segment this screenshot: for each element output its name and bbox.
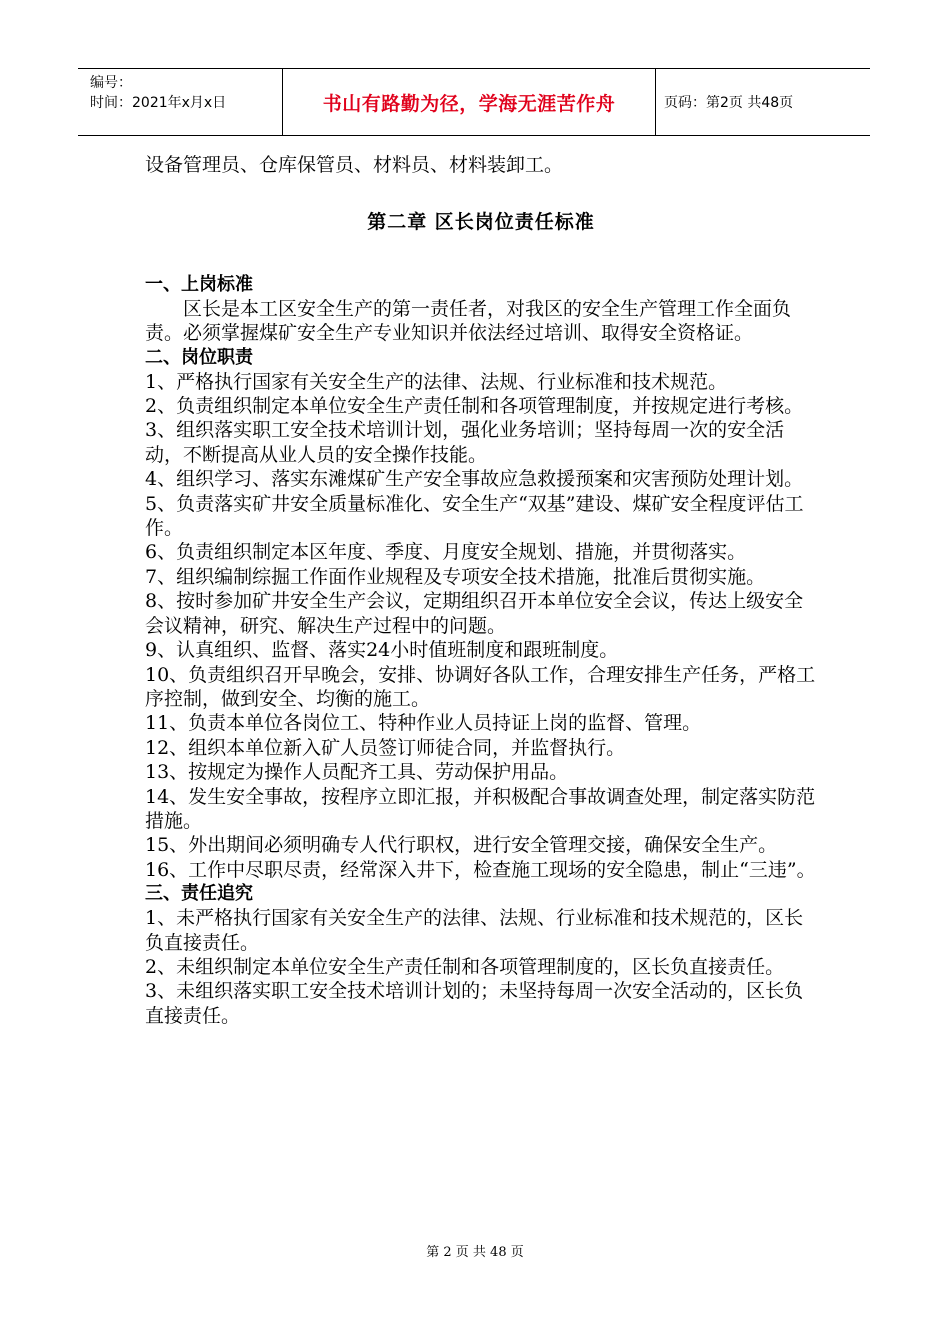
list-item: 16、工作中尽职尽责，经常深入井下，检查施工现场的安全隐患，制止“三违”。 [145, 858, 816, 881]
section-duties [145, 346, 817, 883]
header-motto: 书山有路勤为径，学海无涯苦作舟 [282, 69, 656, 135]
list-item: 10、负责组织召开早晚会，安排、协调好各队工作，合理安排生产任务，严格工序控制，做到安全、均衡的施工。 [145, 663, 816, 710]
list-item: 9、认真组织、监督、落实24小时值班制度和跟班制度。 [145, 639, 619, 662]
list-item: 3、组织落实职工安全技术培训计划，强化业务培训；坚持每周一次的安全活动，不断提高从业人员的安全操作技能。 [145, 419, 785, 466]
list-item: 15、外出期间必须明确专人代行职权，进行安全管理交接，确保安全生产。 [145, 834, 778, 857]
list-item: 5、负责落实矿井安全质量标准化、安全生产“双基”建设、煤矿安全程度评估工作。 [145, 492, 804, 540]
section-accountability [145, 882, 817, 1028]
list-item: 12、组织本单位新入矿人员签订师徒合同，并监督执行。 [145, 736, 626, 759]
section-on-duty-standard [145, 273, 817, 346]
section-title: 一、上岗标准 [145, 273, 253, 295]
list-item: 11、负责本单位各岗位工、特种作业人员持证上岗的监督、管理。 [145, 712, 702, 735]
list-item: 1、未严格执行国家有关安全生产的法律、法规、行业标准和技术规范的，区长负直接责任。 [145, 907, 804, 954]
list-item: 13、按规定为操作人员配齐工具、劳动保护用品。 [145, 761, 569, 784]
document-time-label: 时间：2021年x月x日 [90, 95, 227, 111]
section-title: 二、岗位职责 [145, 346, 253, 368]
list-item: 7、组织编制综掘工作面作业规程及专项安全技术措施，批准后贯彻实施。 [145, 565, 766, 588]
header-meta [78, 69, 282, 135]
page-header [78, 68, 870, 136]
list-item: 2、负责组织制定本单位安全生产责任制和各项管理制度，并按规定进行考核。 [145, 395, 804, 418]
page-footer: 第 2 页 共 48 页 [426, 1245, 524, 1260]
document-number-label: 编号： [90, 75, 132, 91]
intro-line: 设备管理员、仓库保管员、材料员、材料装卸工。 [145, 154, 564, 176]
list-item: 8、按时参加矿井安全生产会议，定期组织召开本单位安全会议，传达上级安全会议精神，研究、解决生产过程中的问题。 [145, 590, 804, 637]
list-item: 2、未组织制定本单位安全生产责任制和各项管理制度的，区长负直接责任。 [145, 955, 785, 978]
list-item: 4、组织学习、落实东滩煤矿生产安全事故应急救援预案和灾害预防处理计划。 [145, 468, 804, 491]
section-body: 区长是本工区安全生产的第一责任者，对我区的安全生产管理工作全面负责。必须掌握煤矿安全生产专业知识并依法经过培训、取得安全资格证。 [145, 297, 792, 345]
chapter-title: 第二章 区长岗位责任标准 [367, 211, 595, 234]
header-page-info: 页码：第2页 共48页 [664, 95, 794, 111]
document-body [145, 153, 817, 1028]
section-title: 三、责任追究 [145, 883, 253, 905]
list-item: 1、严格执行国家有关安全生产的法律、法规、行业标准和技术规范。 [145, 370, 728, 393]
list-item: 14、发生安全事故，按程序立即汇报，并积极配合事故调查处理，制定落实防范措施。 [145, 785, 816, 832]
list-item: 3、未组织落实职工安全技术培训计划的；未坚持每周一次安全活动的，区长负直接责任。 [145, 980, 804, 1027]
list-item: 6、负责组织制定本区年度、季度、月度安全规划、措施，并贯彻落实。 [145, 541, 747, 564]
